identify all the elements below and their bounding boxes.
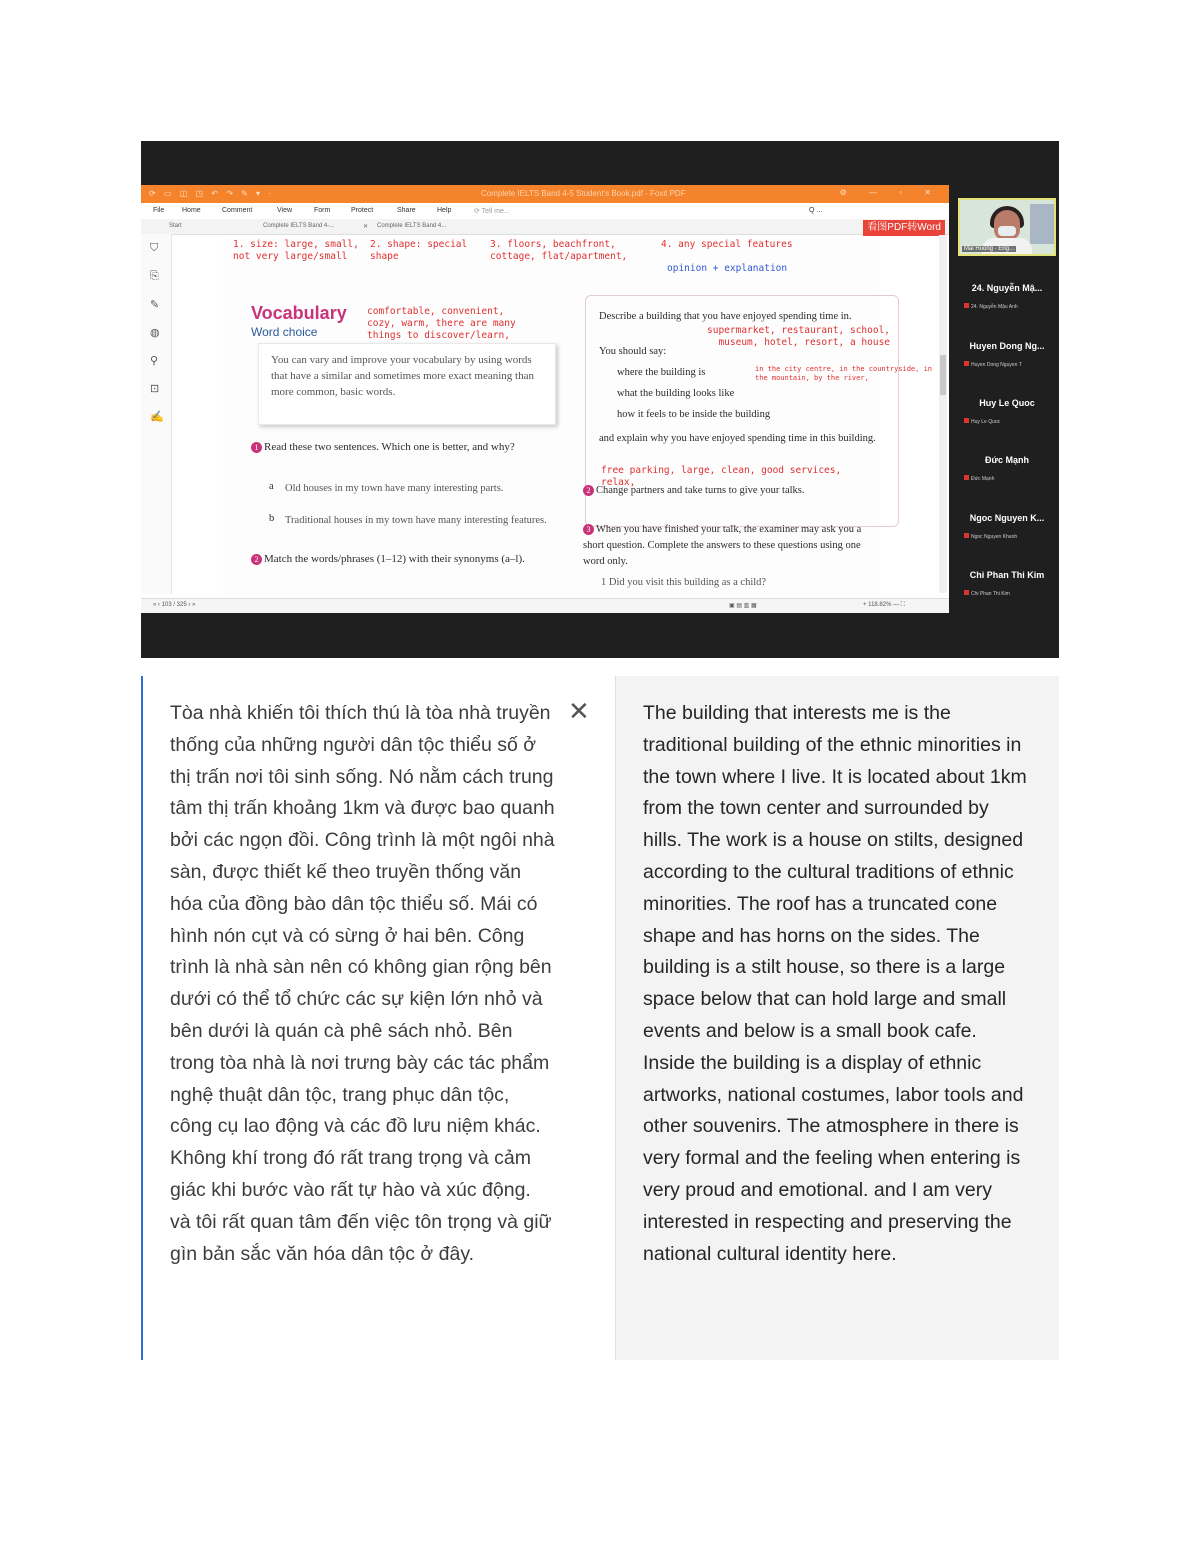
menu-comment[interactable]: Comment xyxy=(222,207,253,214)
option-a-letter: a xyxy=(269,481,274,492)
cue-card-prompt: Describe a building that you have enjoyed spending time in. xyxy=(599,311,852,322)
step-3-badge: 3 xyxy=(583,524,594,535)
source-text[interactable]: Tòa nhà khiến tôi thích thú là tòa nhà truyền thống của những người dân tộc thiểu số ở thị trấn nơi tôi sinh sống. Nó nằm cách trung tâm thị trấn khoảng 1km và được bao quanh bởi các ngọn đồi. Công trình là một ngôi nhà sàn, được thiết kế theo truyền thống văn hóa của đồng bào dân tộc thiểu số. Mái có hình nón cụt và có sừng ở hai bên. Công trình là nhà sàn nên có không gian rộng bên dưới có thể tổ chức các sự kiện lớn nhỏ và bên dưới là quán cà phê sách nhỏ. Bên trong tòa nhà là nơi trưng bày các tác phẩm nghệ thuật dân tộc, trang phục dân tộc, công cụ lao động và các đồ lưu niệm khác. Không khí trong đó rất trang trọng và cảm giác khi bước vào rất tự hào và xúc động. và tôi rất quan tâm đến việc tôn trọng và giữ gìn bản sắc văn hóa dân tộc ở đây. xyxy=(170,702,555,1265)
comment-icon[interactable]: ✎ xyxy=(150,299,160,311)
webcam-video-tile xyxy=(958,198,1056,256)
participant-tile[interactable] xyxy=(958,441,1056,491)
close-icon[interactable]: ✕ xyxy=(363,224,369,230)
screen-share-screenshot xyxy=(141,141,1059,658)
vocabulary-heading: Vocabulary xyxy=(251,303,347,323)
menu-bar xyxy=(141,203,949,220)
source-text-panel[interactable] xyxy=(141,676,615,1360)
pdf-page xyxy=(223,239,933,597)
participant-name: Đức Mạnh xyxy=(984,455,1030,465)
tab-start[interactable]: Start xyxy=(169,223,182,229)
question-3-right: 3 When you have finished your talk, the examiner may ask you a short question. Complete the answers to these questions using one word only. xyxy=(583,524,862,567)
view-mode-icons[interactable]: ▣ ▤ ▥ ▦ xyxy=(729,603,757,609)
cue-card-explain: and explain why you have enjoyed spending time in this building. xyxy=(599,433,876,444)
titlebar xyxy=(141,185,949,203)
pdf-viewer-window xyxy=(141,185,949,612)
quick-access-toolbar[interactable]: ⟳ ▭ ◫ ◳ ↶ ↷ ✎ ▾ · xyxy=(149,189,274,198)
annotation-where: in the city centre, in the countryside, in the mountain, by the river, xyxy=(755,365,933,382)
menu-share[interactable]: Share xyxy=(397,207,416,214)
annotation-opinion: opinion + explanation xyxy=(667,263,788,274)
step-1-badge: 1 xyxy=(251,442,262,453)
tip-text: You can vary and improve your vocabulary by using words that have a similar and sometimes more exact meaning than more common, basic words. xyxy=(271,354,534,398)
translated-text[interactable]: The building that interests me is the traditional building of the ethnic minorities in the town where I live. It is located about 1km from the town center and surrounded by hills. The work is a house on stilts, designed according to the cultural traditions of ethnic minorities. The roof has a truncated cone shape and has horns on the sides. The building is a stilt house, so there is a large space below that can hold large and small events and below is a small book cafe. Inside the building is a display of ethnic artworks, national costumes, labor tools and other souvenirs. The atmosphere in there is very formal and the feeling when entering is very proud and emotional. and I am very interested in respecting and preserving the national cultural identity here. xyxy=(643,702,1027,1265)
tab-document-1[interactable]: Complete IELTS Band 4-... xyxy=(263,223,335,229)
participant-mic-label: Chi Phan Thi Kim xyxy=(964,590,1038,597)
annotation-shape: 2. shape: special shape xyxy=(370,239,468,262)
participant-mic-label: 24. Nguyễn Mậu Anh xyxy=(964,303,1038,310)
participant-mic-label: Huy Le Quoc xyxy=(964,418,1038,425)
zoom-control[interactable]: + 118.82% — ⛶ xyxy=(863,602,905,608)
face-mask xyxy=(998,226,1016,236)
participant-tile[interactable] xyxy=(958,269,1056,319)
translated-text-panel xyxy=(615,676,1059,1360)
lock-icon[interactable]: ⊡ xyxy=(150,383,160,395)
tell-me-input[interactable]: ⟳ Tell me... xyxy=(474,208,510,215)
option-a: Old houses in my town have many interesting parts. xyxy=(285,483,504,494)
point-what: what the building looks like xyxy=(617,388,735,399)
webcam-name-label: Mai Huong · Eng... xyxy=(964,246,1015,252)
question-1: 1 Read these two sentences. Which one is better, and why? xyxy=(251,439,551,455)
pdf-to-word-button[interactable]: 看图PDF转Word xyxy=(863,220,945,236)
bookmark-icon[interactable]: ⛉ xyxy=(150,242,159,254)
step-2-right-badge: 2 xyxy=(583,485,594,496)
annotation-features: 4. any special features xyxy=(661,239,793,250)
participant-tile[interactable] xyxy=(958,384,1056,434)
search-icon[interactable]: Q ... xyxy=(809,207,823,214)
attachment-icon[interactable]: ⚲ xyxy=(150,355,159,367)
participant-name: Huy Le Quoc xyxy=(979,398,1035,408)
menu-file[interactable]: File xyxy=(153,207,165,214)
point-how: how it feels to be inside the building xyxy=(617,409,771,420)
scrollbar-thumb[interactable] xyxy=(940,355,946,395)
option-b-letter: b xyxy=(269,513,275,524)
annotation-size: 1. size: large, small, not very large/small xyxy=(233,239,359,262)
annotation-floors: 3. floors, beachfront, cottage, flat/apartment, xyxy=(490,239,628,262)
signature-icon[interactable]: ✍ xyxy=(150,411,164,423)
vertical-scrollbar[interactable] xyxy=(939,235,947,593)
question-2-right: 2 Change partners and take turns to give your talks. xyxy=(583,483,873,499)
menu-view[interactable]: View xyxy=(277,207,293,214)
window-controls[interactable]: ⚙ — ▫ ✕ xyxy=(839,188,941,197)
participant-name: 24. Nguyễn Mậ... xyxy=(971,283,1043,293)
participant-mic-label: Đức Mạnh xyxy=(964,475,1038,482)
tab-document-2[interactable]: Complete IELTS Band 4... xyxy=(377,223,447,229)
left-toolbar xyxy=(141,234,172,594)
status-bar xyxy=(141,598,949,613)
participant-name: Huyen Dong Ng... xyxy=(969,341,1045,351)
participant-mic-label: Huyen Dong Nguyen T xyxy=(964,361,1038,368)
participant-tile[interactable] xyxy=(958,556,1056,606)
window-title: Complete IELTS Band 4-5 Student's Book.pdf - Foxit PDF xyxy=(481,189,686,198)
option-b: Traditional houses in my town have many interesting features. xyxy=(285,515,547,526)
annotation-places: supermarket, restaurant, school, museum, hotel, resort, a house xyxy=(707,325,891,348)
menu-protect[interactable]: Protect xyxy=(351,207,374,214)
participant-tile[interactable] xyxy=(958,327,1056,377)
participant-tile[interactable] xyxy=(958,499,1056,549)
page-icon[interactable]: ⎘ xyxy=(150,270,159,282)
tip-box xyxy=(258,343,556,425)
background-building xyxy=(1030,204,1054,244)
question-3-item-1: 1 Did you visit this building as a child? xyxy=(601,577,767,588)
clear-text-icon[interactable]: ✕ xyxy=(568,696,590,726)
annotation-free: free parking, large, clean, good services, relax, xyxy=(601,465,842,488)
page-navigation[interactable]: « ‹ 103 / 325 › » xyxy=(153,602,196,608)
should-say-label: You should say: xyxy=(599,346,667,357)
participant-mic-label: Ngoc Nguyen Khanh xyxy=(964,533,1038,540)
participant-name: Ngoc Nguyen K... xyxy=(969,513,1045,523)
point-where: where the building is xyxy=(617,367,706,378)
participant-name: Chi Phan Thi Kim xyxy=(969,570,1045,580)
document-tabs xyxy=(141,219,949,235)
step-2-badge: 2 xyxy=(251,554,262,565)
menu-home[interactable]: Home xyxy=(182,207,201,214)
menu-help[interactable]: Help xyxy=(437,207,452,214)
layers-icon[interactable]: ◍ xyxy=(150,327,160,339)
question-2: 2 Match the words/phrases (1–12) with their synonyms (a–l). xyxy=(251,551,551,567)
word-choice-subheading: Word choice xyxy=(251,325,318,339)
annotation-vocab: comfortable, convenient, cozy, warm, there are many things to discover/learn, xyxy=(367,306,516,341)
menu-form[interactable]: Form xyxy=(314,207,331,214)
